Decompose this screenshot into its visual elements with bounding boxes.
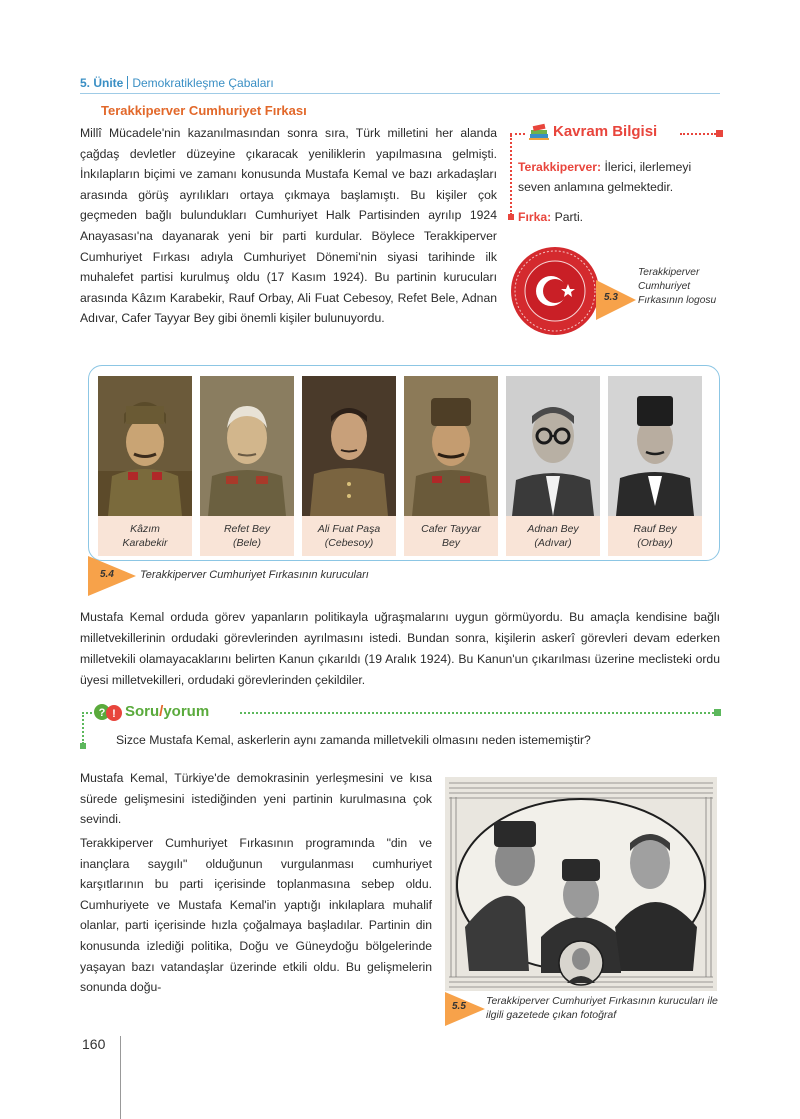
speech-bubbles-icon <box>94 703 122 723</box>
caption-line: (Adıvar) <box>534 536 572 549</box>
kavram-bilgisi-header <box>510 121 722 145</box>
kavram-item-firka <box>518 207 723 227</box>
dotted-line-end <box>716 130 723 137</box>
kavram-vertical-line <box>510 135 512 215</box>
kavram-item-terakkiperver <box>518 157 723 197</box>
soru-vertical-line <box>82 712 84 744</box>
caption-line: Kâzım <box>130 523 160 535</box>
section-title: Terakkiperver Cumhuriyet Fırkası <box>101 103 307 118</box>
title-part: yorum <box>163 703 210 720</box>
dotted-line <box>680 133 716 135</box>
soru-yorum-title <box>125 703 209 720</box>
figure-number-5-4: 5.4 <box>100 569 114 580</box>
soru-bullet <box>80 743 86 749</box>
portrait-caption <box>98 516 192 556</box>
portrait-ali-fuat-cebesoy <box>302 376 396 516</box>
unit-label: 5. Ünite <box>80 76 124 90</box>
kavram-term: Fırka: <box>518 210 552 224</box>
page-number: 160 <box>82 1036 106 1052</box>
caption-line: Cafer Tayyar <box>421 523 481 535</box>
caption-line: Rauf Bey <box>633 523 677 535</box>
paragraph-4: Terakkiperver Cumhuriyet Fırkasının programında "din ve inançlara saygılı" olduğunun vurgulanması cumhuriyet karşıtlarının bu parti içerisinde toplanmasına sebep oldu. Cumhuriyete ve Mustafa Kemal'in yaptığı inkılaplara muhalif olanlar, parti içerisinde hızla çoğalmaya başladılar. Partinin din konusunda izlediği politika, Doğu ve Güneydoğu bölgelerinde yaşayan bazı vatandaşlar üzerinde etkili oldu. Bu gelişmelerin sonunda doğu- <box>80 836 432 995</box>
portrait-caption <box>302 516 396 556</box>
newspaper-photo <box>445 777 717 991</box>
page-margin-line <box>120 1036 121 1119</box>
portrait-kazim-karabekir <box>98 376 192 516</box>
kavram-definition: Parti. <box>551 210 584 224</box>
books-icon <box>528 122 550 142</box>
caption-line: (Orbay) <box>637 536 673 549</box>
kavram-bullet <box>508 214 514 220</box>
portrait-caption <box>200 516 294 556</box>
svg-text:!: ! <box>112 708 116 720</box>
title-part: Soru <box>125 703 160 720</box>
figure-number-5-3: 5.3 <box>604 292 618 303</box>
header-separator <box>127 76 128 89</box>
caption-line: Adnan Bey <box>527 523 579 535</box>
page-header <box>80 76 274 90</box>
caption-line: Refet Bey <box>223 523 271 535</box>
title-slash: / <box>159 703 164 720</box>
header-divider <box>80 93 720 94</box>
portrait-rauf-orbay <box>608 376 702 516</box>
figure-number-5-5: 5.5 <box>452 1001 466 1012</box>
portrait-caption <box>404 516 498 556</box>
portrait-adnan-adivar <box>506 376 600 516</box>
svg-text:?: ? <box>98 707 106 719</box>
caption-line: Bey <box>441 536 461 549</box>
dotted-line-end <box>714 709 721 716</box>
kavram-definition: İlerici, ilerlemeyi seven anlamına gelmektedir. <box>518 160 692 194</box>
portrait-caption <box>608 516 702 556</box>
portrait-refet-bele <box>200 376 294 516</box>
party-logo <box>510 246 600 336</box>
caption-line: (Cebesoy) <box>324 536 374 549</box>
paragraph-2: Mustafa Kemal orduda görev yapanların politikayla uğraşmalarını uygun görmüyordu. Bu amaçla kendisine bağlı milletvekillerinin ordudaki görevlerinden ayrılmasını istedi. Bundan sonra, kişilerin askerî görevleri devam ederken milletvekili olamayacaklarını belirten Kanun çıkarıldı (19 Aralık 1924). Bu Kanun'un çıkarılması üzerine meclisteki ordu üyesi milletvekilleri, ordudaki görevlerinden çekildiler. <box>80 610 720 687</box>
portrait-cafer-tayyar <box>404 376 498 516</box>
caption-line: Ali Fuat Paşa <box>317 523 381 535</box>
paragraph-3: Mustafa Kemal, Türkiye'de demokrasinin yerleşmesini ve kısa sürede gelişmesini istediğinden yeni partinin kurulmasına çok sevindi. <box>80 771 432 827</box>
figure-caption-5-4: Terakkiperver Cumhuriyet Fırkasının kurucuları <box>140 569 369 581</box>
kavram-bilgisi-title: Kavram Bilgisi <box>553 123 658 140</box>
dotted-line <box>240 712 714 714</box>
paragraph-1: Millî Mücadele'nin kazanılmasından sonra sıra, Türk milletini her alanda çağdaş devletler düzeyine çıkaracak yeniliklerin yapılmasına gelmişti. İnkılapların biçimi ve zamanı konusunda Mustafa Kemal ve bazı arkadaşları arasında görüş ayrılıkları ortaya çıkmaya başlamıştı. Bu kişiler çok geçmeden bağlı bulundukları Cumhuriyet Halk Partisinden ayrılıp 1924 Anayasası'na dayanarak yeni bir parti kurdular. Böylece Terakkiperver Cumhuriyet Fırkası adıyla Cumhuriyet Dönemi'nin siyasi tarihinde ilk muhalefet partisi kurulmuş oldu (17 Kasım 1924). Bu partinin kurucuları arasında Kâzım Karabekir, Rauf Orbay, Ali Fuat Cebesoy, Refet Bele, Adnan Adıvar, Cafer Tayyar Bey gibi önemli kişiler bulunuyordu. <box>80 126 497 326</box>
kavram-term: Terakkiperver: <box>518 160 602 174</box>
soru-question: Sizce Mustafa Kemal, askerlerin aynı zamanda milletvekili olmasını neden istememiştir? <box>116 733 591 747</box>
portrait-caption <box>506 516 600 556</box>
soru-yorum-header <box>82 701 722 725</box>
caption-line: Karabekir <box>122 536 168 549</box>
dotted-line <box>510 133 525 135</box>
figure-caption-5-3: Terakkiperver Cumhuriyet Fırkasının logosu <box>638 267 717 306</box>
caption-line: (Bele) <box>232 536 261 549</box>
topic-label: Demokratikleşme Çabaları <box>132 76 274 90</box>
figure-caption-5-5: Terakkiperver Cumhuriyet Fırkasının kurucuları ile ilgili gazetede çıkan fotoğraf <box>486 995 718 1021</box>
